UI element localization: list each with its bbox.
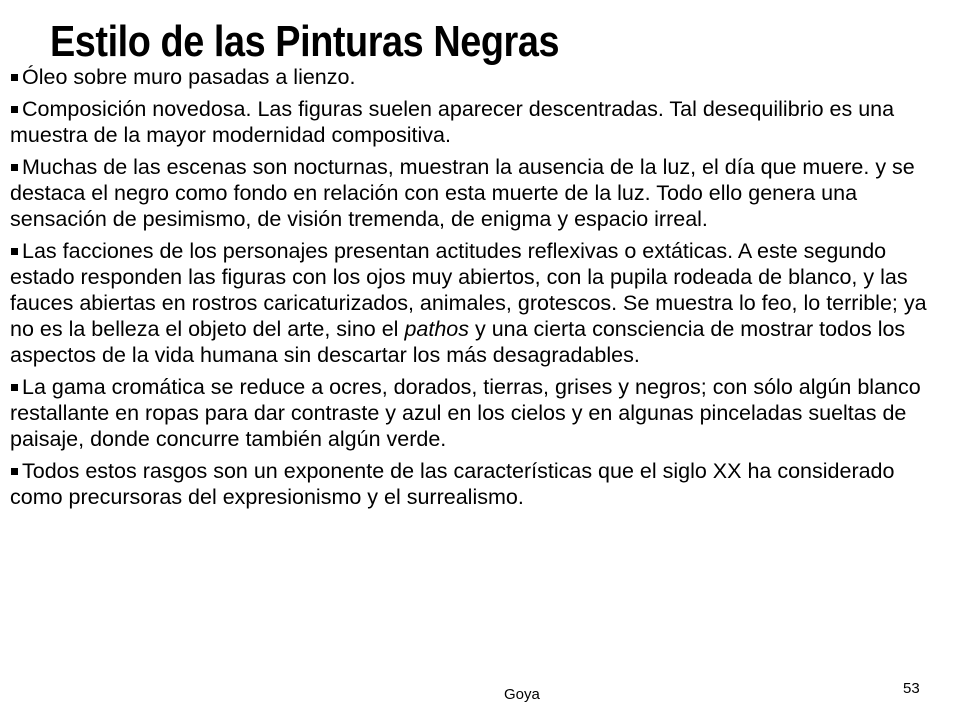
- slide-title: Estilo de las Pinturas Negras: [50, 17, 560, 66]
- bullet-text: Todos estos rasgos son un exponente de las características que el siglo XX ha considerado como precursoras del expresionismo y el surrealismo.: [10, 459, 895, 509]
- square-bullet-icon: [11, 468, 18, 475]
- bullet-list: [10, 64, 928, 516]
- bullet-text: La gama cromática se reduce a ocres, dorados, tierras, grises y negros; con sólo algún blanco restallante en ropas para dar contraste y azul en los cielos y en algunas pinceladas sueltas de paisaje, donde concurre también algún verde.: [10, 375, 921, 451]
- square-bullet-icon: [11, 106, 18, 113]
- bullet-text: y una cierta consciencia de mostrar todos los aspectos de la vida humana sin descartar los más desagradables.: [10, 317, 906, 367]
- square-bullet-icon: [11, 74, 18, 81]
- slide-footer: Goya: [504, 686, 540, 703]
- bullet-item: [10, 64, 928, 90]
- bullet-item: [10, 458, 928, 510]
- bullet-item: [10, 154, 928, 232]
- italic-term: pathos: [404, 317, 469, 341]
- bullet-item: [10, 238, 928, 368]
- bullet-item: [10, 96, 928, 148]
- bullet-text: Composición novedosa. Las figuras suelen aparecer descentradas. Tal desequilibrio es una muestra de la mayor modernidad compositiva.: [10, 97, 895, 147]
- square-bullet-icon: [11, 164, 18, 171]
- square-bullet-icon: [11, 248, 18, 255]
- square-bullet-icon: [11, 384, 18, 391]
- slide-number: 53: [903, 680, 920, 697]
- bullet-text: Muchas de las escenas son nocturnas, muestran la ausencia de la luz, el día que muere. y se destaca el negro como fondo en relación con esta muerte de la luz. Todo ello genera una sensación de pesimismo, de visión tremenda, de enigma y espacio irreal.: [10, 155, 915, 231]
- bullet-text: Las facciones de los personajes presentan actitudes reflexivas o extáticas. A este segundo estado responden las figuras con los ojos muy abiertos, con la pupila rodeada de blanco, y las fauces abiertas en rostros caricaturizados, animales, grotescos. Se muestra lo feo, lo terrible; ya no es la belleza el objeto del arte, sino el: [10, 239, 927, 341]
- bullet-text: Óleo sobre muro pasadas a lienzo.: [22, 65, 356, 89]
- bullet-item: [10, 374, 928, 452]
